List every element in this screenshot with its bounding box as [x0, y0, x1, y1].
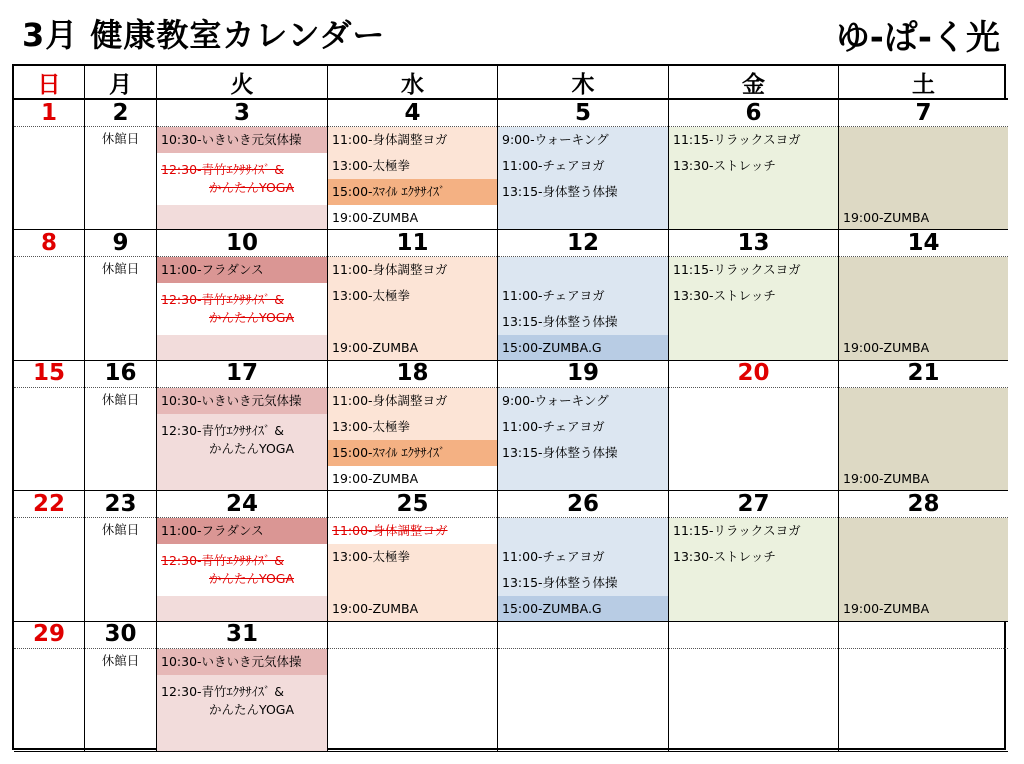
facility-name: ゆ-ぱ-く光: [835, 18, 1000, 58]
event-list: [839, 518, 1008, 620]
class-event: [669, 127, 838, 153]
event-list: [328, 257, 497, 359]
closed-label: 休館日: [101, 522, 140, 538]
day-number: 27: [669, 491, 838, 518]
event-text: 15:00-ZUMBA.G: [502, 340, 602, 356]
day-number: 19: [498, 361, 668, 388]
class-event: [498, 414, 668, 440]
day-number: 24: [157, 491, 327, 518]
day-cell: [157, 230, 328, 360]
day-number: 18: [328, 361, 497, 388]
event-list: [669, 518, 838, 620]
day-number: [498, 622, 668, 649]
day-number: 31: [157, 622, 327, 649]
class-event: [498, 388, 668, 414]
day-cell: [498, 622, 669, 752]
event-list: [328, 127, 497, 229]
class-event: [498, 179, 668, 205]
day-cell: [839, 622, 1008, 752]
day-number: 11: [328, 230, 497, 257]
class-event: [157, 257, 327, 283]
class-event: [839, 596, 1008, 621]
weekday-thu: 木: [498, 66, 669, 100]
class-event: [328, 466, 497, 491]
class-event: [328, 414, 497, 440]
day-number: 23: [85, 491, 156, 518]
day-number: 26: [498, 491, 668, 518]
class-event: [157, 388, 327, 414]
event-text: 11:00-フラダンス: [161, 523, 264, 539]
event-list: [839, 127, 1008, 229]
day-number: 12: [498, 230, 668, 257]
event-text: 19:00-ZUMBA: [332, 601, 419, 617]
event-list: [328, 388, 497, 490]
class-event: [498, 127, 668, 153]
day-cell: [14, 622, 85, 752]
weekday-sat: 土: [839, 66, 1008, 100]
day-cell: [839, 361, 1008, 491]
event-text: 19:00-ZUMBA: [332, 340, 419, 356]
weekday-mon: 月: [85, 66, 157, 100]
event-list: [498, 127, 668, 229]
class-event: [157, 127, 327, 153]
class-event: [328, 440, 497, 466]
event-text: 13:00-太極拳: [332, 418, 411, 434]
day-number: 2: [85, 100, 156, 127]
class-event: [498, 440, 668, 466]
day-cell: [85, 491, 157, 621]
class-event: [498, 153, 668, 179]
class-event: [157, 649, 327, 675]
day-cell: [669, 100, 839, 230]
class-event: [498, 596, 668, 621]
event-list: [328, 518, 497, 620]
class-event: [669, 518, 838, 544]
event-list: [157, 649, 327, 751]
day-cell: [157, 361, 328, 491]
class-event: [669, 257, 838, 283]
event-text: 13:30-ストレッチ: [673, 549, 776, 565]
day-number: 6: [669, 100, 838, 127]
day-cell: [328, 361, 498, 491]
day-cell: [328, 100, 498, 230]
class-event: [669, 283, 838, 309]
class-event: [157, 518, 327, 544]
day-number: 28: [839, 491, 1008, 518]
event-text: 12:30-青竹ｴｸｻｻｲｽﾞ &: [161, 422, 285, 438]
day-cell: [669, 361, 839, 491]
event-text: 12:30-青竹ｴｸｻｻｲｽﾞ &: [161, 292, 285, 308]
event-list: [157, 257, 327, 359]
day-number: 20: [669, 361, 838, 388]
event-text: 19:00-ZUMBA: [843, 601, 930, 617]
page-title: 3月 健康教室カレンダー: [22, 16, 386, 54]
day-cell: [498, 100, 669, 230]
day-number: [839, 622, 1008, 649]
weekday-sun: 日: [14, 66, 85, 100]
event-list: [157, 127, 327, 229]
day-cell: [85, 361, 157, 491]
event-text: 11:00-身体調整ヨガ: [332, 132, 448, 147]
day-number: 10: [157, 230, 327, 257]
weekday-fri: 金: [669, 66, 839, 100]
day-cell: [498, 361, 669, 491]
class-event: [839, 466, 1008, 491]
class-event: [157, 283, 327, 335]
closed-label: 休館日: [101, 652, 140, 668]
day-cell: [328, 230, 498, 360]
day-cell: [14, 230, 85, 360]
day-number: 21: [839, 361, 1008, 388]
day-cell: [157, 622, 328, 752]
event-text: 13:15-身体整う体操: [502, 184, 618, 199]
event-text: 13:15-身体整う体操: [502, 444, 618, 460]
event-text: 13:00-太極拳: [332, 288, 411, 304]
event-text: 19:00-ZUMBA: [332, 470, 419, 486]
day-cell: [328, 622, 498, 752]
event-text: 10:30-いきいき元気体操: [161, 392, 302, 408]
event-text: 11:00-チェアヨガ: [502, 418, 605, 434]
event-text: 11:00-チェアヨガ: [502, 549, 605, 565]
class-event: [157, 153, 327, 205]
event-text: 11:15-リラックスヨガ: [673, 523, 801, 539]
day-cell: [669, 230, 839, 360]
day-number: 16: [85, 361, 156, 388]
day-cell: [328, 491, 498, 621]
event-text: 12:30-青竹ｴｸｻｻｲｽﾞ &: [161, 162, 285, 177]
class-event: [328, 335, 497, 360]
event-text: 15:00-ｽﾏｲﾙ ｴｸｻｻｲｽﾞ: [332, 184, 446, 199]
day-number: 1: [14, 100, 84, 127]
event-list: [669, 257, 838, 359]
event-list: [498, 388, 668, 490]
class-event: [157, 414, 327, 466]
weekday-wed: 水: [328, 66, 498, 100]
day-number: 4: [328, 100, 497, 127]
class-event: [839, 335, 1008, 360]
class-event: [669, 544, 838, 570]
event-list: [669, 127, 838, 229]
day-number: 15: [14, 361, 84, 388]
day-cell: [839, 100, 1008, 230]
event-text: 13:30-ストレッチ: [673, 288, 776, 304]
day-cell: [157, 100, 328, 230]
day-cell: [85, 622, 157, 752]
event-text: 15:00-ZUMBA.G: [502, 601, 602, 617]
day-number: 25: [328, 491, 497, 518]
event-text: 12:30-青竹ｴｸｻｻｲｽﾞ &: [161, 683, 285, 699]
event-text: 11:00-身体調整ヨガ: [332, 262, 448, 278]
day-number: 22: [14, 491, 84, 518]
day-number: 14: [839, 230, 1008, 257]
day-number: 13: [669, 230, 838, 257]
class-event: [328, 205, 497, 230]
event-text: 19:00-ZUMBA: [843, 470, 930, 486]
event-text: 19:00-ZUMBA: [843, 210, 930, 225]
closed-label: 休館日: [101, 391, 140, 407]
day-cell: [839, 491, 1008, 621]
calendar-grid: [12, 64, 1006, 750]
event-text-line2: かんたんYOGA: [209, 310, 295, 326]
event-text: 11:00-身体調整ヨガ: [332, 392, 448, 408]
event-text: 11:00-チェアヨガ: [502, 158, 605, 173]
day-number: [328, 622, 497, 649]
class-event: [498, 309, 668, 335]
day-number: 7: [839, 100, 1008, 127]
event-text: 11:15-リラックスヨガ: [673, 262, 801, 278]
event-text: 9:00-ウォーキング: [502, 132, 609, 147]
class-event: [328, 127, 497, 153]
event-text: 13:00-太極拳: [332, 158, 411, 173]
day-cell: [669, 622, 839, 752]
event-text: 13:00-太極拳: [332, 549, 411, 565]
event-text-line2: かんたんYOGA: [209, 571, 295, 587]
event-text: 11:00-フラダンス: [161, 262, 264, 278]
event-text: 11:15-リラックスヨガ: [673, 132, 801, 147]
event-text: 13:15-身体整う体操: [502, 575, 618, 591]
day-number: [669, 622, 838, 649]
class-event: [328, 179, 497, 205]
event-text: 10:30-いきいき元気体操: [161, 132, 302, 147]
event-text: 11:00-身体調整ヨガ: [332, 523, 448, 539]
event-text-line2: かんたんYOGA: [209, 180, 295, 195]
event-list: [157, 388, 327, 490]
class-event: [328, 544, 497, 570]
event-text: 19:00-ZUMBA: [843, 340, 930, 356]
event-list: [498, 257, 668, 359]
event-list: [839, 388, 1008, 490]
day-cell: [498, 230, 669, 360]
class-event: [328, 388, 497, 414]
event-text: 12:30-青竹ｴｸｻｻｲｽﾞ &: [161, 553, 285, 569]
event-text-line2: かんたんYOGA: [209, 440, 295, 456]
event-text: 10:30-いきいき元気体操: [161, 653, 302, 669]
class-event: [839, 205, 1008, 230]
day-number: 30: [85, 622, 156, 649]
event-text: 19:00-ZUMBA: [332, 210, 419, 225]
class-event: [328, 257, 497, 283]
event-text: 13:15-身体整う体操: [502, 314, 618, 330]
event-text: 13:30-ストレッチ: [673, 158, 776, 173]
class-event: [157, 544, 327, 596]
event-text: 11:00-チェアヨガ: [502, 288, 605, 304]
day-cell: [14, 491, 85, 621]
class-event: [157, 675, 327, 727]
closed-label: 休館日: [101, 131, 140, 146]
closed-label: 休館日: [101, 261, 140, 277]
class-event: [328, 283, 497, 309]
day-cell: [669, 491, 839, 621]
day-cell: [14, 100, 85, 230]
day-number: 29: [14, 622, 84, 649]
day-cell: [839, 230, 1008, 360]
class-event: [328, 596, 497, 621]
event-text-line2: かんたんYOGA: [209, 701, 295, 717]
weekday-tue: 火: [157, 66, 328, 100]
day-number: 17: [157, 361, 327, 388]
day-cell: [498, 491, 669, 621]
class-event: [669, 153, 838, 179]
class-event: [328, 518, 497, 544]
class-event: [498, 283, 668, 309]
day-number: 9: [85, 230, 156, 257]
day-cell: [85, 230, 157, 360]
day-cell: [14, 361, 85, 491]
day-number: 5: [498, 100, 668, 127]
day-number: 8: [14, 230, 84, 257]
day-number: 3: [157, 100, 327, 127]
class-event: [498, 335, 668, 360]
event-text: 9:00-ウォーキング: [502, 392, 609, 408]
day-cell: [157, 491, 328, 621]
class-event: [498, 570, 668, 596]
event-list: [839, 257, 1008, 359]
class-event: [328, 153, 497, 179]
day-cell: [85, 100, 157, 230]
event-list: [157, 518, 327, 620]
class-event: [498, 544, 668, 570]
event-text: 15:00-ｽﾏｲﾙ ｴｸｻｻｲｽﾞ: [332, 444, 446, 460]
event-list: [498, 518, 668, 620]
